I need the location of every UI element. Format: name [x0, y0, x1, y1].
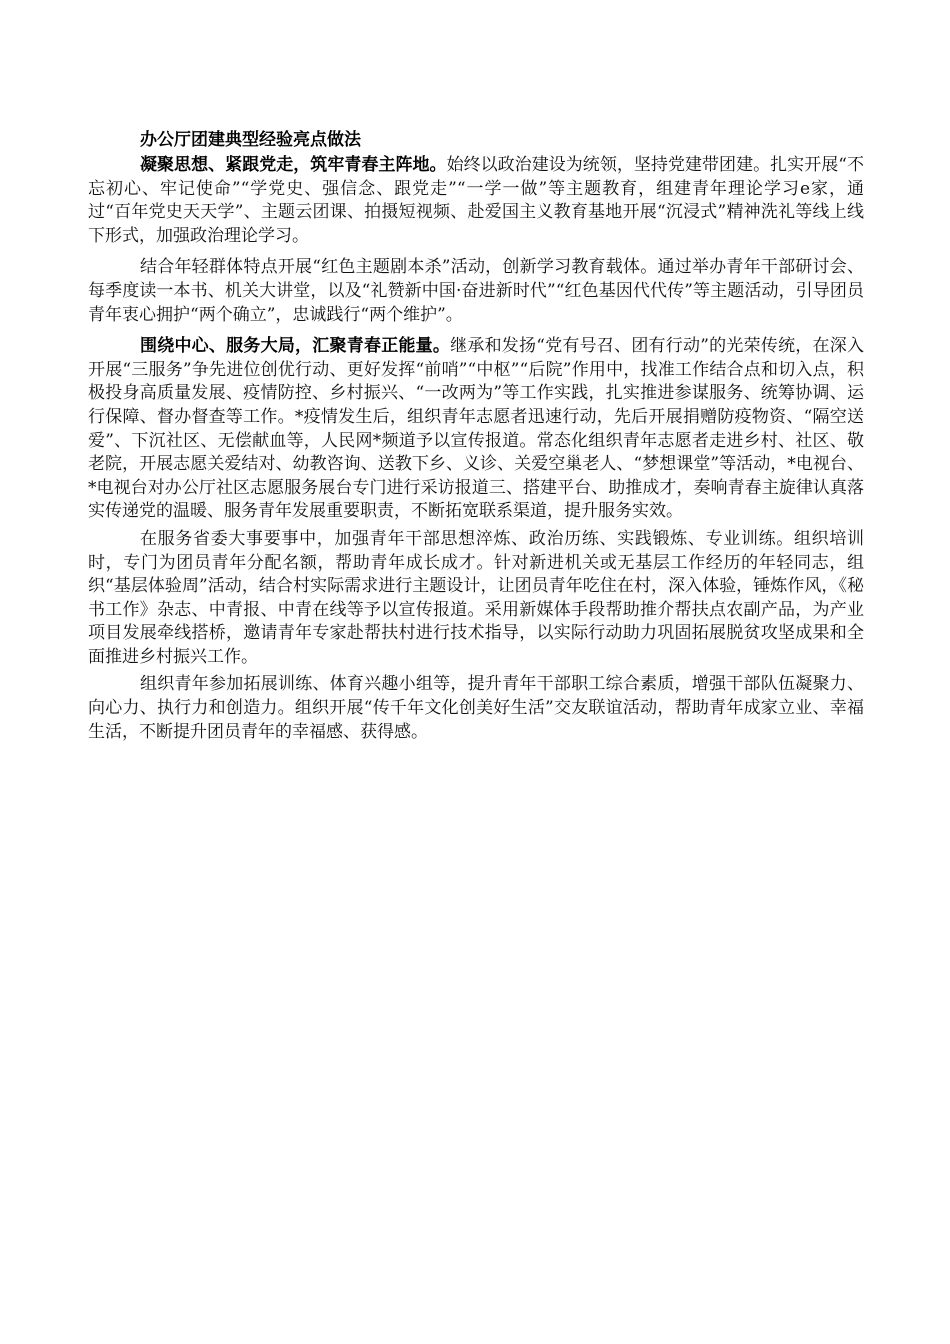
- document-page: [88, 128, 864, 752]
- document-title: 办公厅团建典型经验亮点做法: [140, 130, 361, 150]
- paragraph-2: [88, 256, 864, 327]
- paragraph-5-body: 组织青年参加拓展训练、体育兴趣小组等，提升青年干部职工综合素质，增强干部队伍凝聚力、向心力、执行力和创造力。组织开展“传千年文化创美好生活”交友联谊活动，帮助青年成家立业、幸福生活，不断提升团员青年的幸福感、获得感。: [88, 674, 864, 742]
- paragraph-4: [88, 528, 864, 670]
- paragraph-1-heading: 凝聚思想、紧跟党走，筑牢青春主阵地。: [140, 155, 447, 175]
- paragraph-2-body: 结合年轻群体特点开展“红色主题剧本杀”活动，创新学习教育载体。通过举办青年干部研讨会、每季度读一本书、机关大讲堂，以及“礼赞新中国·奋进新时代”“红色基因代代传”等主题活动，引导团员青年衷心拥护“两个确立”，忠诚践行“两个维护”。: [88, 257, 864, 325]
- paragraph-5: [88, 673, 864, 744]
- paragraph-1-body: 始终以政治建设为统领，坚持党建带团建。扎实开展“不忘初心、牢记使命”“学党史、强信念、跟党走”“一学一做”等主题教育，组建青年理论学习e家，通过“百年党史天天学”、主题云团课、拍摄短视频、赴爱国主义教育基地开展“沉浸式”精神洗礼等线上线下形式，加强政治理论学习。: [88, 155, 864, 246]
- paragraph-4-body: 在服务省委大事要事中，加强青年干部思想淬炼、政治历练、实践锻炼、专业训练。组织培训时，专门为团员青年分配名额，帮助青年成长成才。针对新进机关或无基层工作经历的年轻同志，组织“基层体验周”活动，结合村实际需求进行主题设计，让团员青年吃住在村，深入体验，锤炼作风，《秘书工作》杂志、中青报、中青在线等予以宣传报道。采用新媒体手段帮助推介帮扶点农副产品，为产业项目发展牵线搭桥，邀请青年专家赴帮扶村进行技术指导，以实际行动助力巩固拓展脱贫攻坚成果和全面推进乡村振兴工作。: [88, 528, 864, 667]
- paragraph-3-heading: 围绕中心、服务大局，汇聚青春正能量。: [140, 336, 451, 357]
- paragraph-1: [88, 154, 864, 248]
- paragraph-3-body: 继承和发扬“党有号召、团有行动”的光荣传统，在深入开展“三服务”争先进位创优行动、更好发挥“前哨”“中枢”“后院”作用中，找准工作结合点和切入点，积极投身高质量发展、疫情防控、乡村振兴、“一改两为”等工作实践，扎实推进参谋服务、统筹协调、运行保障、督办督查等工作。*疫情发生后，组织青年志愿者迅速行动，先后开展捐赠防疫物资、“隔空送爱”、下沉社区、无偿献血等，人民网*频道予以宣传报道。常态化组织青年志愿者走进乡村、社区、敬老院，开展志愿关爱结对、幼教咨询、送教下乡、义诊、关爱空巢老人、“梦想课堂”等活动，*电视台、*电视台对办公厅社区志愿服务展台专门进行采访报道三、搭建平台、助推成才，奏响青春主旋律认真落实传递党的温暖、服务青年发展重要职责，不断拓宽联系渠道，提升服务实效。: [88, 336, 864, 522]
- paragraph-3: [88, 335, 864, 524]
